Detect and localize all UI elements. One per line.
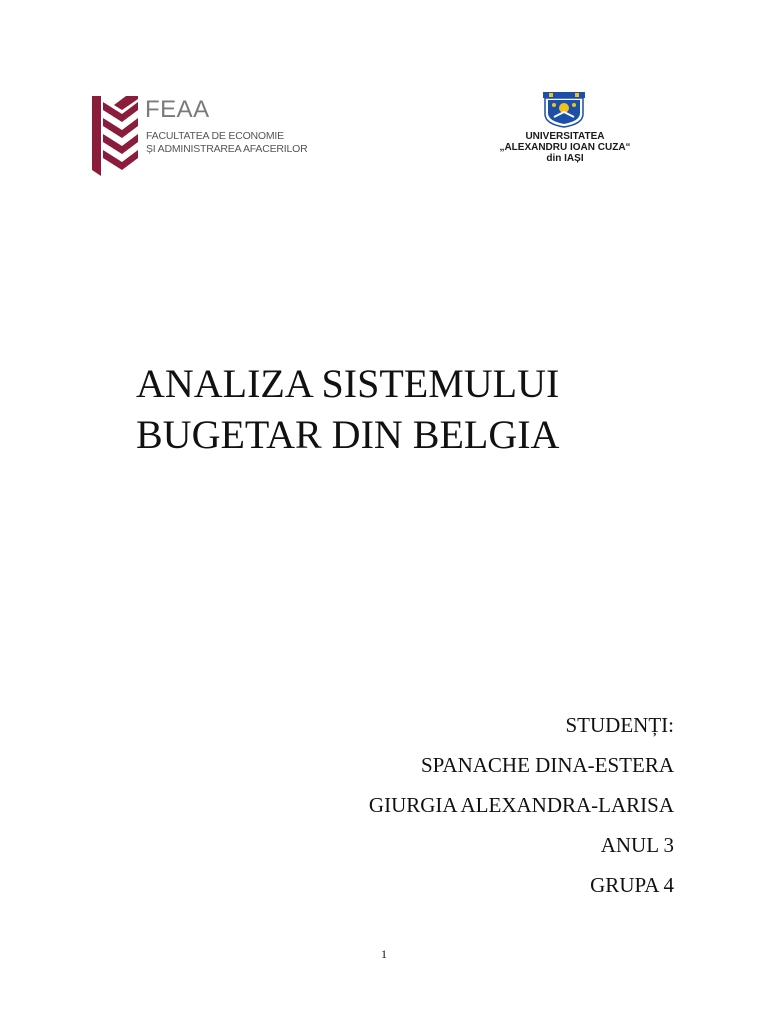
uaic-name-line2: „ALEXANDRU IOAN CUZA“ (499, 142, 631, 153)
study-group: GRUPA 4 (590, 873, 674, 897)
student-name-2: GIURGIA ALEXANDRA-LARISA (368, 793, 674, 817)
feaa-abbreviation: FEAA (145, 96, 210, 123)
uaic-name-line3: din IAȘI (546, 153, 584, 164)
title-line2: BUGETAR DIN BELGIA (136, 412, 560, 457)
feaa-name-line2: ȘI ADMINISTRAREA AFACERILOR (146, 143, 308, 155)
students-label: STUDENȚI: (565, 713, 674, 737)
feaa-logo (92, 96, 308, 178)
feaa-name-line1: FACULTATEA DE ECONOMIE (146, 130, 284, 142)
study-year: ANUL 3 (600, 833, 674, 857)
university-crest-icon (539, 90, 589, 128)
title-line1: ANALIZA SISTEMULUI (136, 361, 560, 406)
student-name-1: SPANACHE DINA-ESTERA (421, 753, 674, 777)
feaa-emblem-icon (92, 96, 138, 176)
uaic-name-line1: UNIVERSITATEA (525, 131, 605, 142)
author-info (369, 705, 674, 905)
uaic-logo (470, 90, 660, 175)
page-number: 1 (381, 947, 387, 961)
document-title (136, 358, 696, 460)
